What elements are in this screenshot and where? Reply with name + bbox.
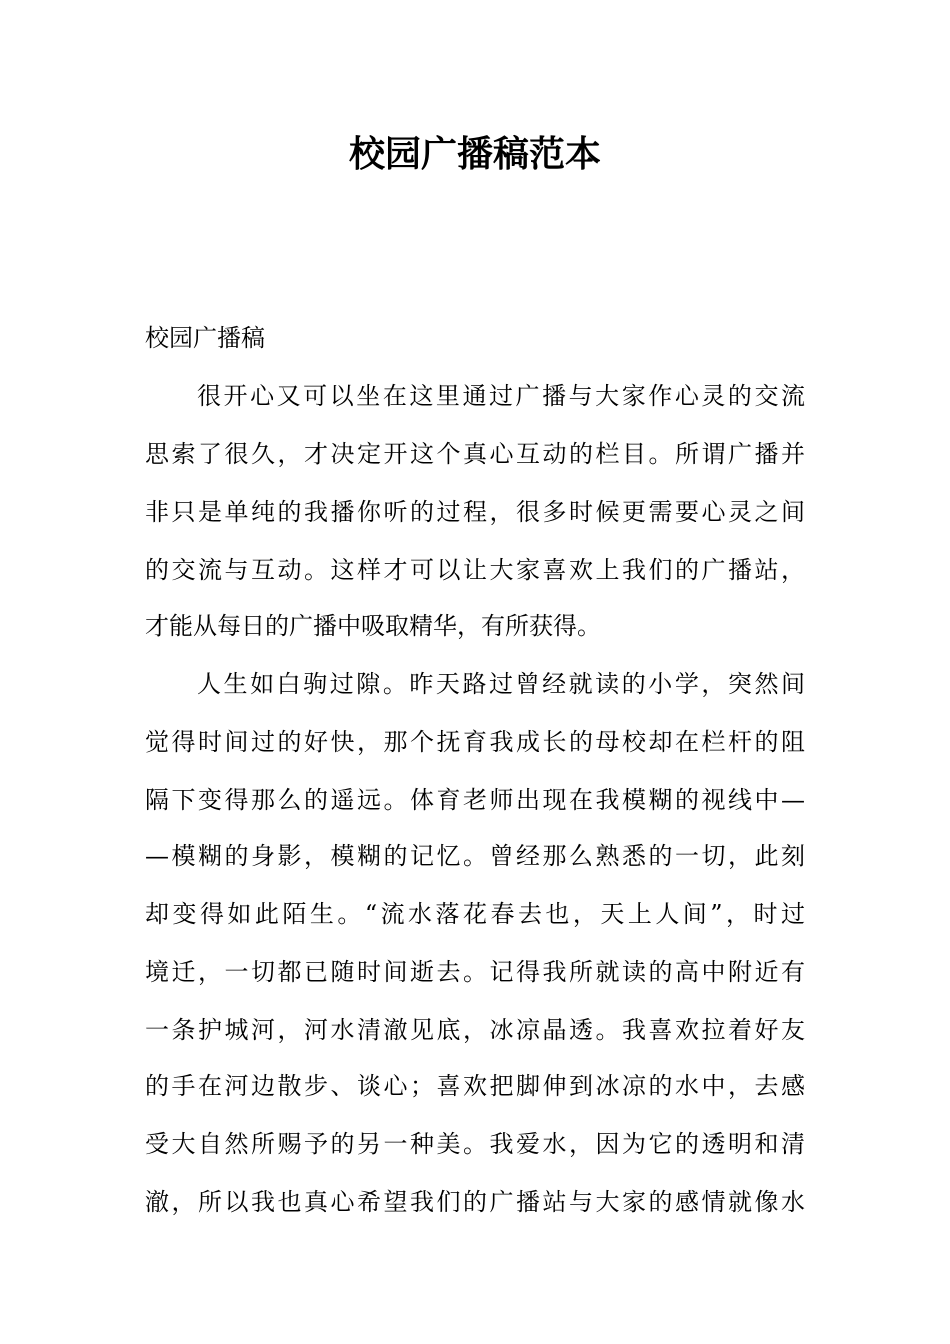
paragraph-line: 人生如白驹过隙。昨天路过曾经就读的小学，突然间 bbox=[197, 670, 805, 698]
section-heading: 校园广播稿 bbox=[145, 324, 265, 352]
paragraph-line: 境迁，一切都已随时间逝去。记得我所就读的高中附近有 bbox=[145, 958, 805, 986]
paragraph-line: 非只是单纯的我播你听的过程，很多时候更需要心灵之间 bbox=[145, 498, 805, 526]
paragraph-line: 的交流与互动。这样才可以让大家喜欢上我们的广播站， bbox=[145, 556, 805, 584]
paragraph-line: 隔下变得那么的遥远。体育老师出现在我模糊的视线中— bbox=[145, 786, 805, 814]
paragraph-line: 很开心又可以坐在这里通过广播与大家作心灵的交流 bbox=[197, 382, 805, 410]
paragraph-line: 思索了很久，才决定开这个真心互动的栏目。所谓广播并 bbox=[145, 440, 805, 468]
paragraph-line: 的手在河边散步、谈心；喜欢把脚伸到冰凉的水中，去感 bbox=[145, 1072, 805, 1100]
paragraph-line: 澈，所以我也真心希望我们的广播站与大家的感情就像水 bbox=[145, 1188, 805, 1216]
paragraph-line: 才能从每日的广播中吸取精华，有所获得。 bbox=[145, 612, 601, 640]
paragraph-line: 一条护城河，河水清澈见底，冰凉晶透。我喜欢拉着好友 bbox=[145, 1016, 805, 1044]
paragraph-line: 觉得时间过的好快，那个抚育我成长的母校却在栏杆的阻 bbox=[145, 728, 805, 756]
document-title: 校园广播稿范本 bbox=[348, 133, 601, 175]
paragraph-line: 受大自然所赐予的另一种美。我爱水，因为它的透明和清 bbox=[145, 1130, 805, 1158]
paragraph-line: —模糊的身影，模糊的记忆。曾经那么熟悉的一切，此刻 bbox=[145, 842, 805, 870]
paragraph-line: 却变得如此陌生。“流水落花春去也，天上人间”，时过 bbox=[145, 900, 805, 928]
